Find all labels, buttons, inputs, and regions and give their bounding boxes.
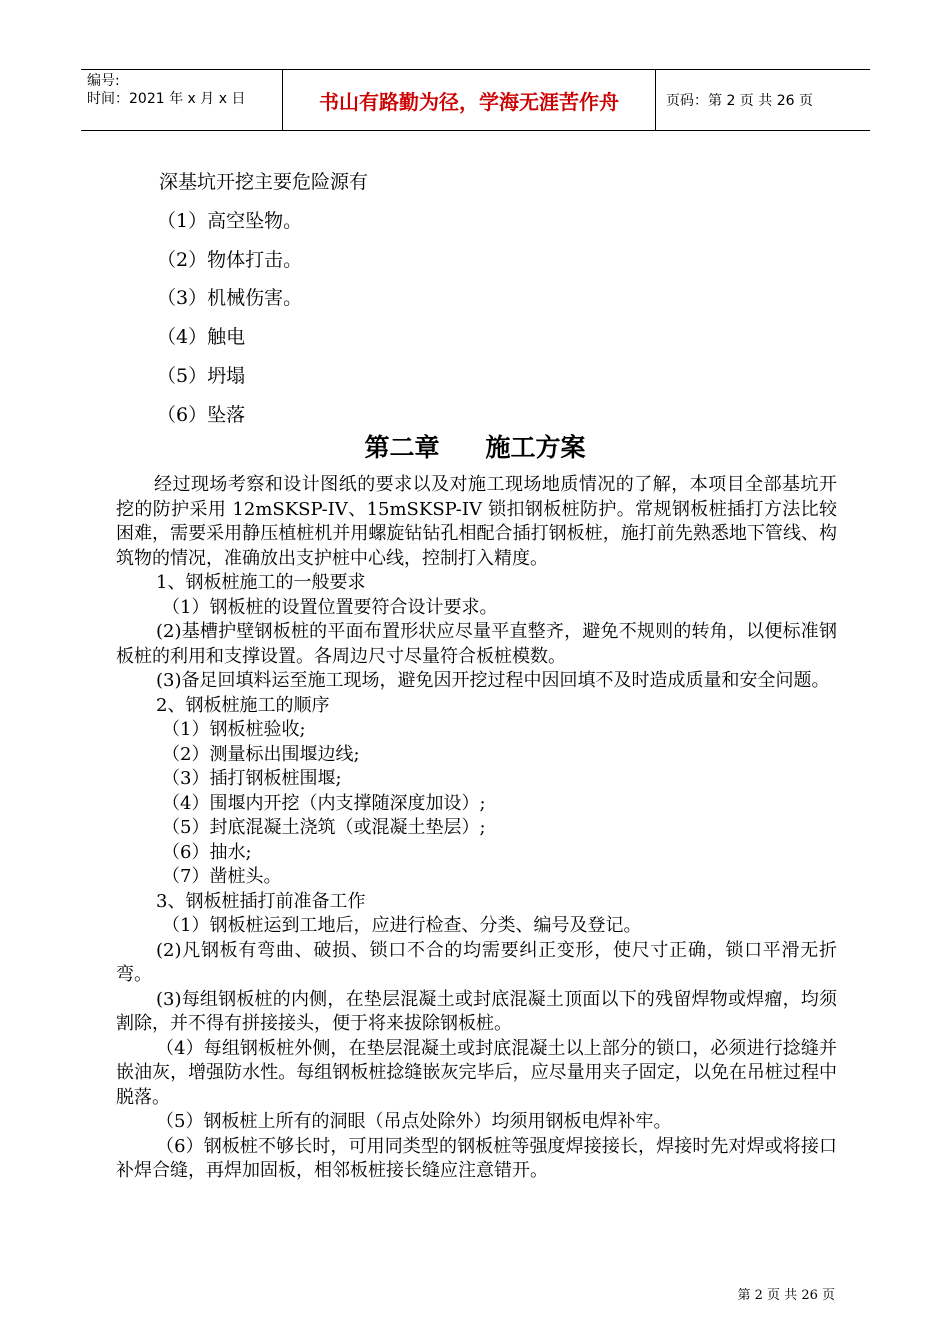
section-1-item: (2)基槽护壁钢板桩的平面布置形状应尽量平直整齐，避免不规则的转角，以便标准钢板桩的利用和支撑设置。各周边尺寸尽量符合板桩模数。 [116, 621, 837, 667]
intro-paragraph: 经过现场考察和设计图纸的要求以及对施工现场地质情况的了解，本项目全部基坑开挖的防护采用 12mSKSP-IV、15mSKSP-IV 锁扣钢板桩防护。常规钢板桩插打方法比较困难，需要采用静压植桩机并用螺旋钻钻孔相配合插打钢板桩，施打前先熟悉地下管线、构筑物的情况，准确放出支护桩中心线，控制打入精度。 [116, 474, 837, 569]
section-3-item: （6）钢板桩不够长时，可用同类型的钢板桩等强度焊接接长，焊接时先对焊或将接口补焊合缝，再焊加固板，相邻板桩接长缝应注意错开。 [116, 1135, 837, 1181]
section-2-item: （1）钢板桩验收; [162, 719, 306, 740]
section-2-item: （5）封底混凝土浇筑（或混凝土垫层）; [162, 817, 486, 838]
chapter-heading [0, 428, 950, 464]
hazard-list [157, 163, 368, 435]
hazard-item: （1）高空坠物。 [157, 209, 303, 232]
hazard-item: （5）坍塌 [157, 364, 246, 387]
chapter-body [116, 473, 837, 1184]
section-1-title: 1、钢板桩施工的一般要求 [156, 572, 366, 593]
page-header [81, 69, 870, 131]
section-2-item: （7）凿桩头。 [162, 866, 282, 887]
section-1-item: （1）钢板桩的设置位置要符合设计要求。 [162, 596, 498, 618]
document-number-label: 编号: [87, 73, 120, 89]
section-3-item: （4）每组钢板桩外侧，在垫层混凝土或封底混凝土以上部分的锁口，必须进行捻缝并嵌油灰，增强防水性。每组钢板桩捻缝嵌灰完毕后，应尽量用夹子固定，以免在吊桩过程中脱落。 [116, 1037, 837, 1108]
document-time-label: 时间：2021 年 x 月 x 日 [87, 91, 246, 107]
header-page-number: 页码：第 2 页 共 26 页 [666, 93, 813, 109]
header-motto: 书山有路勤为径，学海无涯苦作舟 [283, 70, 656, 130]
chapter-number: 第二章 [364, 433, 440, 462]
section-3-item: (2)凡钢板有弯曲、破损、锁口不合的均需要纠正变形，使尺寸正确，锁口平滑无折弯。 [116, 939, 837, 985]
hazard-item: （4）触电 [157, 326, 246, 349]
section-2-title: 2、钢板桩施工的顺序 [156, 694, 330, 716]
section-3-item: （1）钢板桩运到工地后，应进行检查、分类、编号及登记。 [162, 915, 642, 936]
hazard-list-title: 深基坑开挖主要危险源有 [159, 171, 369, 193]
hazard-item: （6）坠落 [157, 403, 246, 426]
section-3-item: (3)每组钢板桩的内侧，在垫层混凝土或封底混凝土顶面以下的残留焊物或焊瘤，均须割除，并不得有拼接接头，便于将来拔除钢板桩。 [116, 988, 837, 1034]
section-2-item: （3）插打钢板桩围堰; [162, 768, 342, 789]
page-footer: 第 2 页 共 26 页 [737, 1288, 835, 1303]
section-2-item: （4）围堰内开挖（内支撑随深度加设）; [162, 792, 486, 814]
hazard-item: （2）物体打击。 [157, 248, 303, 271]
section-1-item: (3)备足回填料运至施工现场，避免因开挖过程中因回填不及时造成质量和安全问题。 [156, 670, 830, 691]
chapter-title: 施工方案 [485, 433, 586, 462]
section-3-title: 3、钢板桩插打前准备工作 [156, 890, 366, 912]
hazard-item: （3）机械伤害。 [157, 287, 303, 310]
section-2-item: （6）抽水; [162, 841, 252, 863]
section-3-item: （5）钢板桩上所有的洞眼（吊点处除外）均须用钢板电焊补牢。 [156, 1111, 672, 1132]
section-2-item: （2）测量标出围堰边线; [162, 743, 360, 765]
header-meta [81, 70, 283, 130]
